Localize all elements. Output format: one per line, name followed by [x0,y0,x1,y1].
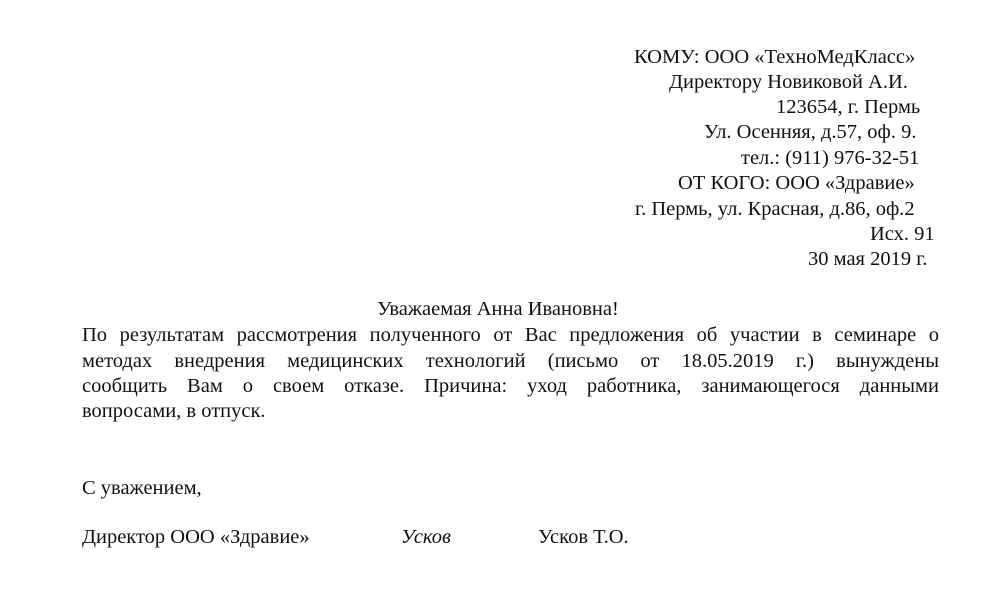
handwritten-signature: Усков [401,526,451,548]
sender-line-address: г. Пермь, ул. Красная, д.86, оф.2 [635,198,915,220]
sender-line-from: ОТ КОГО: ООО «Здравие» [678,172,915,194]
letter-date: 30 мая 2019 г. [808,248,928,270]
body-line: сообщить Вам о своем отказе. Причина: уход работника, занимающегося данными [82,375,939,397]
recipient-line-street: Ул. Осенняя, д.57, оф. 9. [704,121,917,143]
body-line: методах внедрения медицинских технологий (письмо от 18.05.2019 г.) вынуждены [82,350,939,372]
recipient-line-phone: тел.: (911) 976-32-51 [741,147,920,169]
body-line: По результатам рассмотрения полученного от Вас предложения об участии в семинаре о [82,324,939,346]
body-line: вопросами, в отпуск. [82,400,266,422]
recipient-line-city: 123654, г. Пермь [776,96,921,118]
salutation: Уважаемая Анна Ивановна! [377,298,619,320]
signatory-name: Усков Т.О. [538,526,629,548]
outgoing-number: Исх. 91 [870,223,935,245]
recipient-line-director: Директору Новиковой А.И. [669,71,908,93]
closing: С уважением, [82,477,202,499]
signatory-position: Директор ООО «Здравие» [82,526,310,548]
recipient-line-to: КОМУ: ООО «ТехноМедКласс» [634,46,916,68]
